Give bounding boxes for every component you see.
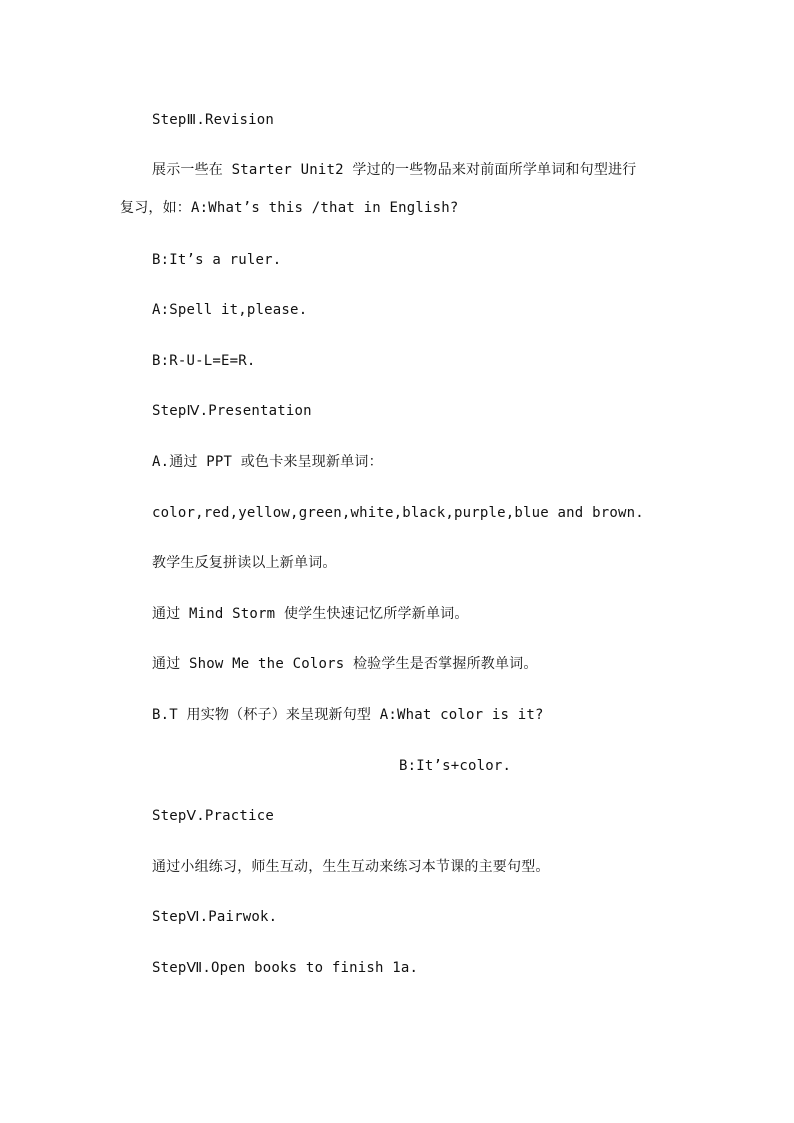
step4-teach: 教学生反复拼读以上新单词。: [152, 555, 337, 571]
step3-paragraph-line-1: 展示一些在 Starter Unit2 学过的一些物品来对前面所学单词和句型进行: [152, 162, 637, 178]
step4-showme: 通过 Show Me the Colors 检验学生是否掌握所教单词。: [152, 656, 538, 672]
step3-a-spell: A:Spell it,please.: [152, 302, 308, 318]
step6-heading: StepⅥ.Pairwok.: [152, 909, 278, 925]
step3-b-spell: B:R-U-L=E=R.: [152, 353, 256, 369]
step4-heading: StepⅣ.Presentation: [152, 403, 312, 419]
step5-heading: StepⅤ.Practice: [152, 808, 274, 824]
step7-heading: StepⅦ.Open books to finish 1a.: [152, 960, 419, 976]
step4-b-intro: B.T 用实物（杯子）来呈现新句型 A:What color is it?: [152, 707, 544, 723]
step4-b-answer: B:It’s+color.: [399, 758, 512, 774]
step4-words: color,red,yellow,green,white,black,purple,blue and brown.: [152, 505, 644, 521]
step3-paragraph-line-2: 复习，如：A:What’s this /that in English?: [120, 200, 459, 216]
step3-b-answer: B:It’s a ruler.: [152, 252, 282, 268]
step3-heading: StepⅢ.Revision: [152, 112, 275, 128]
step4-a-intro: A.通过 PPT 或色卡来呈现新单词：: [152, 454, 383, 470]
step4-mindstorm: 通过 Mind Storm 使学生快速记忆所学新单词。: [152, 606, 469, 622]
step5-paragraph: 通过小组练习，师生互动，生生互动来练习本节课的主要句型。: [152, 859, 550, 875]
